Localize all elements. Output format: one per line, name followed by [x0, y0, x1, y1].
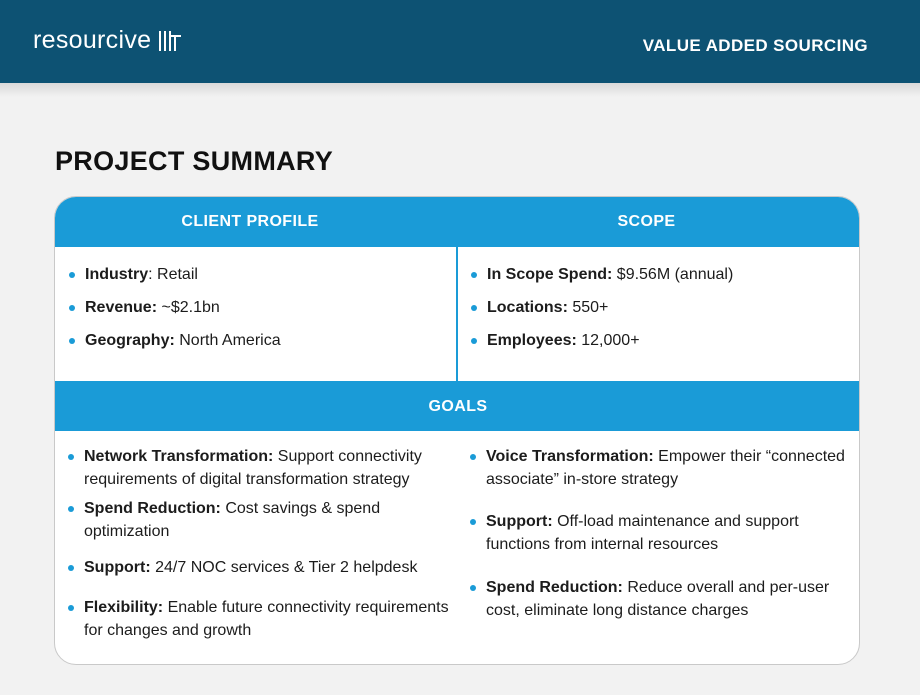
item-value: Enable future connectivity requirements for changes and growth — [84, 599, 449, 639]
item-value: Reduce overall and per-user cost, eliminate long distance charges — [486, 579, 830, 619]
list-item — [67, 445, 457, 491]
item-value: ~$2.1bn — [157, 299, 220, 316]
list-item — [68, 329, 448, 352]
list-item — [68, 296, 448, 319]
list-item — [469, 445, 854, 491]
list-item — [470, 296, 850, 319]
item-label: Support: — [84, 559, 151, 576]
list-item — [469, 510, 854, 556]
list-item — [67, 497, 457, 543]
header-title: VALUE ADDED SOURCING — [642, 36, 868, 55]
profile-scope-header-bar — [55, 197, 860, 247]
list-item — [68, 263, 448, 286]
header-bar — [0, 0, 920, 83]
item-value: Cost savings & spend optimization — [84, 500, 381, 540]
item-label: Spend Reduction: — [486, 579, 623, 596]
item-value: : Retail — [148, 266, 198, 283]
header-shadow — [0, 83, 920, 97]
scope-list — [470, 263, 850, 362]
goals-heading: GOALS — [428, 398, 488, 415]
client-profile-list — [68, 263, 448, 362]
list-item — [470, 263, 850, 286]
item-value: Off-load maintenance and support functions from internal resources — [486, 513, 799, 553]
item-value: 12,000+ — [576, 332, 640, 349]
item-label: Voice Transformation: — [486, 448, 654, 465]
item-label: Support: — [486, 513, 553, 530]
column-divider — [456, 247, 458, 381]
brand-logo — [33, 26, 183, 55]
item-label: Industry — [85, 266, 149, 283]
goals-right-list — [469, 445, 854, 622]
page-title: PROJECT SUMMARY — [55, 146, 334, 176]
goals-left-list — [67, 445, 457, 642]
list-item — [470, 329, 850, 352]
client-profile-heading: CLIENT PROFILE — [181, 213, 319, 230]
item-value: Support connectivity requirements of digital transformation strategy — [84, 448, 422, 488]
summary-card — [54, 196, 860, 665]
list-item — [67, 596, 457, 642]
item-value: Empower their “connected associate” in-store strategy — [486, 448, 845, 488]
item-label: Geography: — [85, 332, 175, 349]
item-label: Locations: — [487, 299, 568, 316]
goals-header-bar — [55, 381, 860, 431]
item-label: In Scope Spend: — [487, 266, 613, 283]
list-item — [67, 556, 457, 579]
item-value: North America — [174, 332, 281, 349]
logo-text: resourcive — [33, 26, 152, 54]
item-label: Revenue: — [85, 299, 158, 316]
item-value: $9.56M (annual) — [612, 266, 734, 283]
list-item — [469, 576, 854, 622]
scope-heading: SCOPE — [617, 213, 676, 230]
item-value: 550+ — [567, 299, 609, 316]
item-label: Spend Reduction: — [84, 500, 221, 517]
item-label: Employees: — [487, 332, 577, 349]
item-label: Network Transformation: — [84, 448, 274, 465]
item-value: 24/7 NOC services & Tier 2 helpdesk — [150, 559, 418, 576]
logo-mark-icon — [157, 30, 183, 52]
item-label: Flexibility: — [84, 599, 164, 616]
